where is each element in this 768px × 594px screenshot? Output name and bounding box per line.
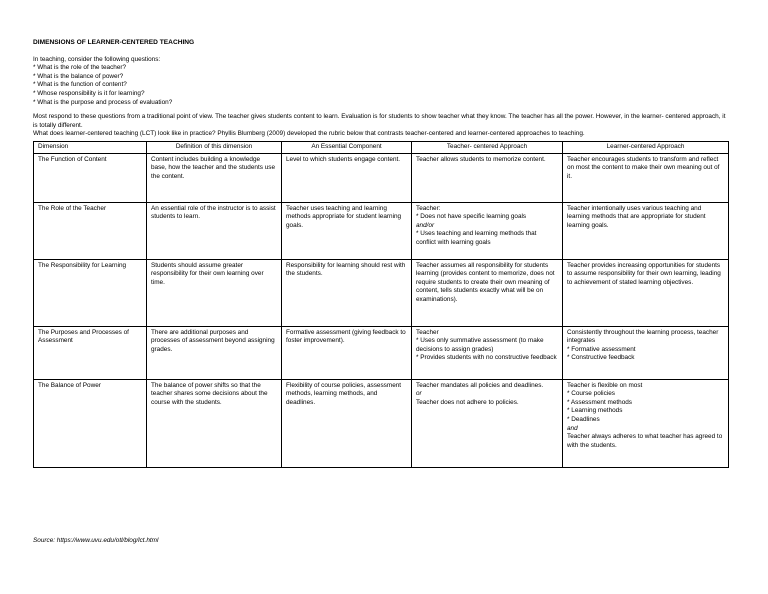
cell-line: * Assessment methods [567, 398, 633, 406]
cell-line: Teacher [416, 328, 439, 336]
cell-line: * Deadlines [567, 415, 600, 423]
table-row [34, 326, 729, 379]
cell-teacher-centered [412, 202, 563, 259]
cell-dimension: The Responsibility for Learning [34, 259, 147, 326]
question-item: * What is the role of the teacher? [33, 64, 127, 72]
intro-text: In teaching, consider the following questions: [33, 55, 161, 63]
cell-line: * Course policies [567, 390, 615, 398]
header-definition: Definition of this dimension [147, 141, 282, 153]
cell-line: Teacher is flexible on most [567, 381, 643, 389]
cell-learner-centered [563, 153, 729, 202]
table-row [34, 379, 729, 467]
source-citation: Source: https://www.uvu.edu/otl/blog/lct.html [33, 537, 159, 544]
cell-dimension: The Role of the Teacher [34, 202, 147, 259]
header-dimension: Dimension [34, 141, 147, 153]
cell-line: Teacher provides increasing opportunities for students to assume responsibility for their own learning, leading to achievement of stated learning objectives. [567, 261, 721, 286]
cell-component: Flexibility of course policies, assessment methods, learning methods, and deadlines. [282, 379, 412, 467]
question-item: * What is the purpose and process of evaluation? [33, 98, 173, 106]
cell-dimension: The Purposes and Processes of Assessment [34, 326, 147, 379]
table-header-row [34, 141, 729, 153]
cell-line: Teacher intentionally uses various teaching and learning methods that are appropriate for student learning goals. [567, 204, 706, 229]
cell-line: * Uses only summative assessment (to make decisions to assign grades) [416, 337, 544, 353]
cell-line: Teacher mandates all policies and deadlines. [416, 381, 544, 389]
cell-line: * Constructive feedback [567, 354, 635, 362]
table-row [34, 202, 729, 259]
cell-line: * Formative assessment [567, 345, 636, 353]
cell-line: * Does not have specific learning goals [416, 213, 527, 221]
cell-learner-centered [563, 259, 729, 326]
header-component: An Essential Component [282, 141, 412, 153]
cell-component: Formative assessment (giving feedback to foster improvement). [282, 326, 412, 379]
cell-line: * Provides students with no constructive feedback [416, 354, 557, 362]
paragraph-traditional: Most respond to these questions from a traditional point of view. The teacher gives students content to learn. Evaluation is for students to show teacher what they know. The teacher has all the power. However, in the learner- centered approach, it is totally different. [33, 113, 726, 129]
question-item: * What is the function of content? [33, 81, 127, 89]
cell-learner-centered [563, 379, 729, 467]
document-title: DIMENSIONS OF LEARNER-CENTERED TEACHING [33, 39, 195, 46]
cell-learner-centered [563, 202, 729, 259]
cell-teacher-centered [412, 379, 563, 467]
cell-line: Teacher encourages students to transform and reflect on most the content to make their own meaning out of it. [567, 155, 720, 180]
cell-teacher-centered [412, 326, 563, 379]
cell-line: and/or [416, 221, 435, 229]
cell-line: Teacher: [416, 204, 441, 212]
cell-definition: The balance of power shifts so that the teacher shares some decisions about the course with the students. [147, 379, 282, 467]
question-item: * What is the balance of power? [33, 72, 124, 80]
document-page [33, 39, 728, 468]
cell-definition: An essential role of the instructor is to assist students to learn. [147, 202, 282, 259]
cell-line: * Uses teaching and learning methods that conflict with learning goals [416, 230, 537, 246]
header-teacher-centered: Teacher- centered Approach [412, 141, 563, 153]
paragraph-lct: What does learner-centered teaching (LCT) look like in practice? Phyllis Blumberg (2009) developed the rubric below that contrasts teacher-centered and learner-centered approaches to teaching. [33, 130, 585, 138]
cell-line: Teacher assumes all responsibility for students learning (provides content to memorize, does not require students to create their own meaning of content, tells students exactly what will be on examinations). [416, 261, 555, 303]
cell-line: Teacher allows students to memorize content. [416, 155, 546, 163]
table-row [34, 259, 729, 326]
cell-teacher-centered [412, 153, 563, 202]
rubric-table [33, 141, 729, 468]
cell-definition: There are additional purposes and processes of assessment beyond assigning grades. [147, 326, 282, 379]
cell-component: Teacher uses teaching and learning methods appropriate for student learning goals. [282, 202, 412, 259]
cell-definition: Students should assume greater responsibility for their own learning over time. [147, 259, 282, 326]
cell-definition: Content includes building a knowledge base, how the teacher and the students use the content. [147, 153, 282, 202]
spacer [33, 48, 728, 56]
cell-teacher-centered [412, 259, 563, 326]
cell-line: Teacher always adheres to what teacher has agreed to with the students. [567, 433, 723, 449]
table-row [34, 153, 729, 202]
header-learner-centered: Learner-centered Approach [563, 141, 729, 153]
cell-learner-centered [563, 326, 729, 379]
cell-line: Consistently throughout the learning process, teacher integrates [567, 328, 719, 345]
cell-dimension: The Function of Content [34, 153, 147, 202]
cell-line: or [416, 390, 422, 398]
question-item: * Whose responsibility is it for learning? [33, 89, 145, 97]
cell-line: Teacher does not adhere to policies. [416, 398, 519, 406]
cell-component: Level to which students engage content. [282, 153, 412, 202]
cell-line: and [567, 424, 578, 432]
question-list [33, 64, 728, 107]
cell-dimension: The Balance of Power [34, 379, 147, 467]
cell-line: * Learning methods [567, 407, 623, 415]
cell-component: Responsibility for learning should rest with the students. [282, 259, 412, 326]
